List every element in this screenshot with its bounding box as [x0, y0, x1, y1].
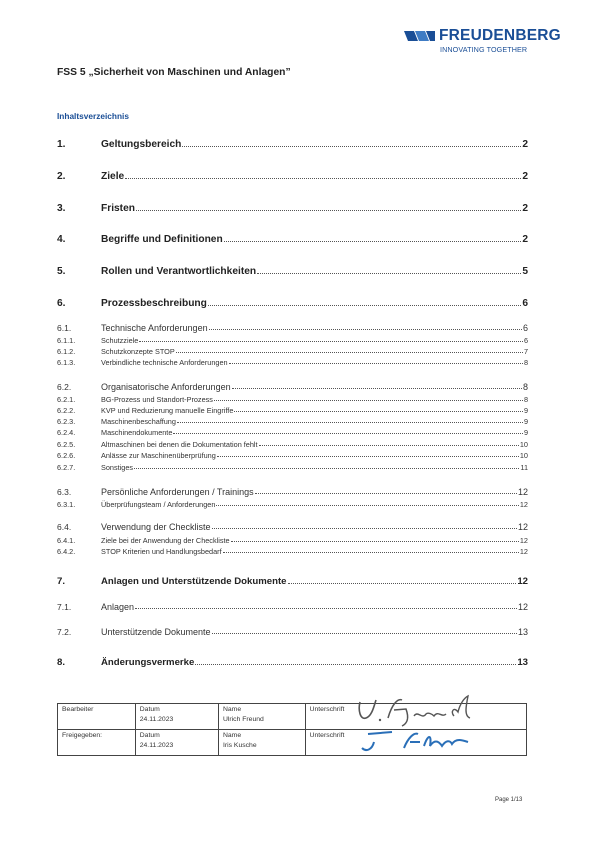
toc-entry-title: Begriffe und Definitionen [101, 234, 223, 245]
toc-entry-number: 6.1.3. [57, 358, 76, 367]
toc-entry-number: 3. [57, 203, 66, 214]
toc-entry-title: Organisatorische Anforderungen [101, 382, 231, 392]
toc-entry-title: Anlagen und Unterstützende Dokumente [101, 576, 287, 587]
toc-entry-page: 13 [517, 657, 528, 668]
toc-entry-page: 10 [519, 451, 528, 460]
toc-entry-title: Maschinenbeschaffung [101, 417, 176, 426]
toc-entry-number: 6.3.1. [57, 500, 76, 509]
toc-leader-dots [257, 273, 521, 274]
toc-entry-number: 8. [57, 657, 66, 668]
name-value: Iris Kusche [222, 742, 257, 749]
toc-entry[interactable] [57, 234, 528, 245]
toc-entry-number: 1. [57, 139, 66, 150]
date-cell [135, 704, 218, 730]
toc-entry-page: 2 [522, 139, 528, 150]
toc-entry-title: STOP Kriterien und Handlungsbedarf [101, 547, 222, 556]
toc-entry-page: 12 [517, 602, 528, 612]
toc-entry-title: Schutzkonzepte STOP [101, 347, 175, 356]
toc-entry-page: 8 [523, 395, 528, 404]
toc-entry-page: 2 [522, 234, 528, 245]
toc-leader-dots [135, 608, 517, 609]
toc-entry-title: BG-Prozess und Standort-Prozess [101, 395, 213, 404]
toc-leader-dots [232, 388, 522, 389]
name-cell [218, 730, 305, 756]
toc-entry[interactable] [57, 406, 528, 415]
signature-label: Unterschrift [309, 706, 345, 713]
toc-entry-title: Unterstützende Dokumente [101, 627, 211, 637]
toc-entry-number: 6.2.2. [57, 406, 76, 415]
toc-entry-number: 6.2.7. [57, 463, 76, 472]
toc-leader-dots [212, 633, 517, 634]
toc-entry-number: 4. [57, 234, 66, 245]
toc-entry[interactable] [57, 203, 528, 214]
toc-entry-number: 6.2.4. [57, 428, 76, 437]
toc-entry-number: 6.2.3. [57, 417, 76, 426]
toc-entry-number: 7.2. [57, 627, 72, 637]
toc-entry-title: Geltungsbereich [101, 139, 182, 150]
toc-leader-dots [234, 411, 523, 412]
toc-entry-page: 12 [519, 536, 528, 545]
toc-leader-dots [134, 468, 519, 469]
toc-leader-dots [139, 341, 523, 342]
toc-entry[interactable] [57, 266, 528, 277]
toc-entry[interactable] [57, 171, 528, 182]
toc-entry[interactable] [57, 440, 528, 449]
toc-leader-dots [231, 541, 519, 542]
signature-cell [305, 704, 526, 730]
toc-entry-number: 6.1.1. [57, 336, 76, 345]
signature-label: Unterschrift [309, 732, 345, 739]
toc-entry-number: 6.4.1. [57, 536, 76, 545]
toc-entry[interactable] [57, 347, 528, 356]
toc-entry-number: 6.4. [57, 522, 72, 532]
approval-table [57, 703, 527, 756]
toc-entry-title: Überprüfungsteam / Anforderungen [101, 500, 216, 509]
date-label: Datum [139, 732, 160, 739]
toc-entry-page: 9 [523, 406, 528, 415]
handwritten-signature-icon [358, 728, 498, 754]
toc-leader-dots [288, 583, 517, 584]
date-label: Datum [139, 706, 160, 713]
toc-entry-page: 12 [517, 576, 528, 587]
toc-entry-page: 6 [523, 336, 528, 345]
toc-entry-number: 6.2.1. [57, 395, 76, 404]
toc-entry-page: 8 [522, 382, 528, 392]
toc-entry[interactable] [57, 382, 528, 392]
logo-wordmark: FREUDENBERG [439, 27, 561, 44]
toc-entry-page: 2 [522, 203, 528, 214]
toc-leader-dots [229, 363, 523, 364]
toc-entry-page: 9 [523, 428, 528, 437]
toc-entry-number: 6.2.5. [57, 440, 76, 449]
toc-leader-dots [195, 664, 516, 665]
toc-entry-title: Anlagen [101, 602, 135, 612]
toc-entry-number: 6.2.6. [57, 451, 76, 460]
toc-leader-dots [223, 552, 519, 553]
toc-entry-page: 5 [522, 266, 528, 277]
toc-leader-dots [208, 305, 521, 306]
toc-entry-title: Änderungsvermerke [101, 657, 195, 668]
toc-leader-dots [216, 505, 518, 506]
toc-entry[interactable] [57, 536, 528, 545]
toc-entry[interactable] [57, 417, 528, 426]
toc-entry-number: 6.1.2. [57, 347, 76, 356]
toc-leader-dots [182, 146, 521, 147]
toc-entry[interactable] [57, 336, 528, 345]
toc-leader-dots [255, 493, 517, 494]
toc-entry[interactable] [57, 428, 528, 437]
name-value: Ulrich Freund [222, 716, 264, 723]
toc-leader-dots [209, 329, 522, 330]
toc-entry-title: KVP und Reduzierung manuelle Eingriffe [101, 406, 234, 415]
toc-entry-title: Technische Anforderungen [101, 323, 208, 333]
toc-entry[interactable] [57, 139, 528, 150]
toc-leader-dots [224, 241, 522, 242]
date-value: 24.11.2023 [139, 716, 174, 723]
toc-entry-page: 12 [517, 522, 528, 532]
name-label: Name [222, 706, 242, 713]
name-label: Name [222, 732, 242, 739]
toc-entry-title: Verwendung der Checkliste [101, 522, 211, 532]
toc-entry[interactable] [57, 657, 528, 668]
toc-entry-page: 2 [522, 171, 528, 182]
toc-leader-dots [173, 433, 523, 434]
toc-entry-title: Persönliche Anforderungen / Trainings [101, 487, 254, 497]
toc-entry-page: 8 [523, 358, 528, 367]
role-cell [58, 704, 136, 730]
toc-entry-title: Rollen und Verantwortlichkeiten [101, 266, 257, 277]
toc-entry[interactable] [57, 463, 528, 472]
toc-entry-page: 6 [522, 298, 528, 309]
toc-leader-dots [214, 400, 523, 401]
toc-entry-title: Schutzziele [101, 336, 139, 345]
toc-entry-page: 12 [519, 500, 528, 509]
name-cell [218, 704, 305, 730]
toc-entry[interactable] [57, 576, 528, 587]
toc-entry[interactable] [57, 451, 528, 460]
toc-entry-title: Fristen [101, 203, 135, 214]
toc-entry[interactable] [57, 323, 528, 333]
toc-leader-dots [177, 422, 523, 423]
table-row [58, 730, 527, 756]
toc-entry-page: 13 [517, 627, 528, 637]
date-cell [135, 730, 218, 756]
toc-entry-page: 6 [522, 323, 528, 333]
toc-entry[interactable] [57, 627, 528, 637]
role-label: Bearbeiter [62, 706, 94, 713]
role-label: Freigegeben: [62, 732, 103, 739]
toc-entry-title: Ziele bei der Anwendung der Checkliste [101, 536, 230, 545]
toc-entry-page: 12 [519, 547, 528, 556]
handwritten-signature-icon [354, 694, 494, 728]
toc-entry-title: Verbindliche technische Anforderungen [101, 358, 228, 367]
logo-tagline: INNOVATING TOGETHER [440, 45, 528, 54]
toc-entry-title: Anlässe zur Maschinenüberprüfung [101, 451, 216, 460]
toc-leader-dots [217, 456, 519, 457]
toc-leader-dots [176, 352, 523, 353]
toc-entry[interactable] [57, 602, 528, 612]
toc-entry-title: Altmaschinen bei denen die Dokumentation fehlt [101, 440, 258, 449]
toc-entry-title: Prozessbeschreibung [101, 298, 207, 309]
page-number: Page 1/13 [495, 797, 523, 803]
toc-entry-page: 11 [520, 463, 528, 472]
toc-entry-page: 7 [523, 347, 528, 356]
toc-entry-number: 6.4.2. [57, 547, 76, 556]
freudenberg-logo-mark-icon [404, 29, 436, 43]
toc-entry-number: 2. [57, 171, 66, 182]
toc-entry-page: 10 [519, 440, 528, 449]
role-cell [58, 730, 136, 756]
toc-entry-page: 12 [517, 487, 528, 497]
toc-entry-number: 7. [57, 576, 66, 587]
toc-entry-number: 5. [57, 266, 66, 277]
document-title: FSS 5 „Sicherheit von Maschinen und Anlagen” [57, 67, 291, 78]
toc-entry-page: 9 [523, 417, 528, 426]
toc-leader-dots [125, 178, 521, 179]
toc-heading: Inhaltsverzeichnis [57, 111, 129, 121]
toc-entry[interactable] [57, 298, 528, 309]
toc-entry-number: 6. [57, 298, 66, 309]
signature-cell [305, 730, 526, 756]
toc-entry-title: Maschinendokumente [101, 428, 173, 437]
toc-entry[interactable] [57, 395, 528, 404]
date-value: 24.11.2023 [139, 742, 174, 749]
freudenberg-logo [404, 27, 574, 57]
toc-entry-title: Sonstiges [101, 463, 134, 472]
toc-entry-number: 6.3. [57, 487, 72, 497]
toc-leader-dots [259, 445, 519, 446]
toc-leader-dots [212, 528, 517, 529]
toc-entry[interactable] [57, 358, 528, 367]
toc-leader-dots [136, 210, 521, 211]
table-row [58, 704, 527, 730]
toc-entry-number: 7.1. [57, 602, 72, 612]
toc-entry-number: 6.2. [57, 382, 72, 392]
toc-entry[interactable] [57, 547, 528, 556]
toc-entry-title: Ziele [101, 171, 125, 182]
toc-entry[interactable] [57, 522, 528, 532]
toc-entry-number: 6.1. [57, 323, 72, 333]
toc-entry[interactable] [57, 500, 528, 509]
toc-entry[interactable] [57, 487, 528, 497]
